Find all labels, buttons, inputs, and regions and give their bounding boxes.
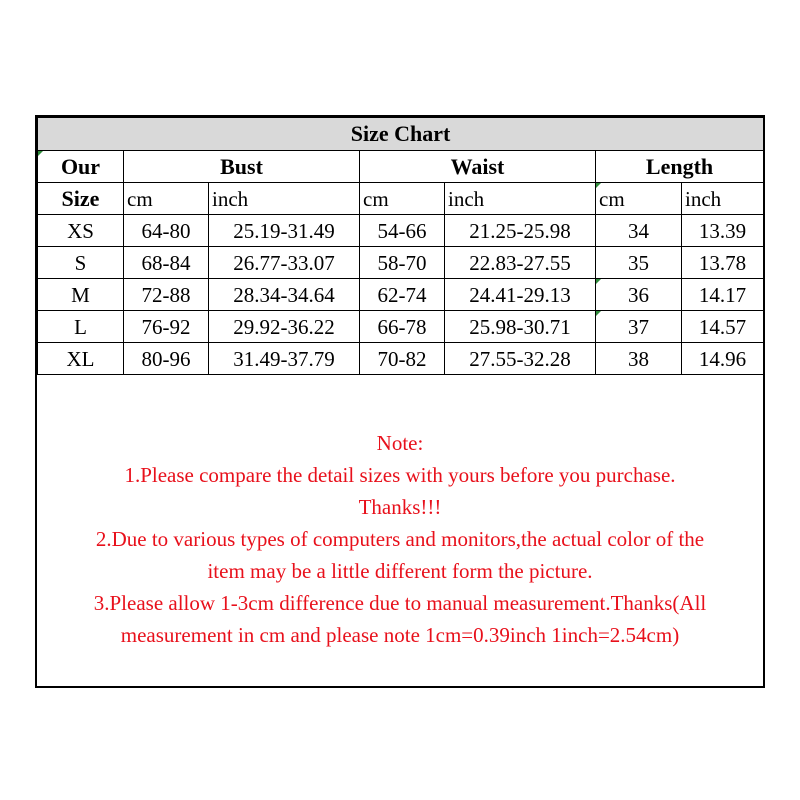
note-line: 1.Please compare the detail sizes with yours before you purchase. bbox=[124, 463, 676, 487]
length-inch-cell: 14.57 bbox=[682, 311, 764, 343]
waist-cm-cell: 58-70 bbox=[360, 247, 445, 279]
header-bust-cm: cm bbox=[124, 183, 209, 215]
note-line: Thanks!!! bbox=[358, 495, 442, 519]
note-line: item may be a little different form the picture. bbox=[207, 559, 593, 583]
bust-cm-cell: 64-80 bbox=[124, 215, 209, 247]
header-waist: Waist bbox=[360, 151, 596, 183]
length-cm-cell: 35 bbox=[596, 247, 682, 279]
header-size: Size bbox=[38, 183, 124, 215]
bust-cm-cell: 72-88 bbox=[124, 279, 209, 311]
waist-cm-cell: 54-66 bbox=[360, 215, 445, 247]
header-row-2 bbox=[38, 183, 764, 215]
size-cell: S bbox=[38, 247, 124, 279]
bust-inch-cell: 25.19-31.49 bbox=[209, 215, 360, 247]
length-inch-cell: 13.39 bbox=[682, 215, 764, 247]
bust-inch-cell: 29.92-36.22 bbox=[209, 311, 360, 343]
note-line: 2.Due to various types of computers and monitors,the actual color of the bbox=[95, 527, 705, 551]
size-chart-table bbox=[37, 117, 764, 375]
header-waist-cm: cm bbox=[360, 183, 445, 215]
length-inch-cell: 14.96 bbox=[682, 343, 764, 375]
length-cm-cell: 34 bbox=[596, 215, 682, 247]
header-length-cm: cm bbox=[596, 183, 682, 215]
bust-cm-cell: 76-92 bbox=[124, 311, 209, 343]
table-row bbox=[38, 279, 764, 311]
header-length-inch: inch bbox=[682, 183, 764, 215]
table-row bbox=[38, 215, 764, 247]
waist-cm-cell: 62-74 bbox=[360, 279, 445, 311]
bust-inch-cell: 26.77-33.07 bbox=[209, 247, 360, 279]
size-cell: M bbox=[38, 279, 124, 311]
header-row-1 bbox=[38, 151, 764, 183]
note-heading: Note: bbox=[376, 431, 424, 455]
header-our: Our bbox=[38, 151, 124, 183]
header-waist-inch: inch bbox=[445, 183, 596, 215]
note-line: 3.Please allow 1-3cm difference due to manual measurement.Thanks(All bbox=[93, 591, 707, 615]
header-bust-inch: inch bbox=[209, 183, 360, 215]
notes-block bbox=[37, 427, 763, 651]
length-inch-cell: 13.78 bbox=[682, 247, 764, 279]
bust-cm-cell: 68-84 bbox=[124, 247, 209, 279]
chart-title: Size Chart bbox=[38, 118, 764, 151]
size-cell: XS bbox=[38, 215, 124, 247]
length-inch-cell: 14.17 bbox=[682, 279, 764, 311]
length-cm-cell: 36 bbox=[596, 279, 682, 311]
waist-inch-cell: 22.83-27.55 bbox=[445, 247, 596, 279]
size-cell: XL bbox=[38, 343, 124, 375]
size-chart-frame bbox=[35, 115, 765, 688]
bust-inch-cell: 31.49-37.79 bbox=[209, 343, 360, 375]
size-cell: L bbox=[38, 311, 124, 343]
waist-cm-cell: 70-82 bbox=[360, 343, 445, 375]
length-cm-cell: 38 bbox=[596, 343, 682, 375]
table-row bbox=[38, 311, 764, 343]
length-cm-cell: 37 bbox=[596, 311, 682, 343]
header-bust: Bust bbox=[124, 151, 360, 183]
title-row bbox=[38, 118, 764, 151]
note-line: measurement in cm and please note 1cm=0.39inch 1inch=2.54cm) bbox=[120, 623, 680, 647]
header-length: Length bbox=[596, 151, 764, 183]
waist-cm-cell: 66-78 bbox=[360, 311, 445, 343]
waist-inch-cell: 21.25-25.98 bbox=[445, 215, 596, 247]
table-row bbox=[38, 343, 764, 375]
waist-inch-cell: 25.98-30.71 bbox=[445, 311, 596, 343]
waist-inch-cell: 24.41-29.13 bbox=[445, 279, 596, 311]
bust-inch-cell: 28.34-34.64 bbox=[209, 279, 360, 311]
table-row bbox=[38, 247, 764, 279]
bust-cm-cell: 80-96 bbox=[124, 343, 209, 375]
waist-inch-cell: 27.55-32.28 bbox=[445, 343, 596, 375]
